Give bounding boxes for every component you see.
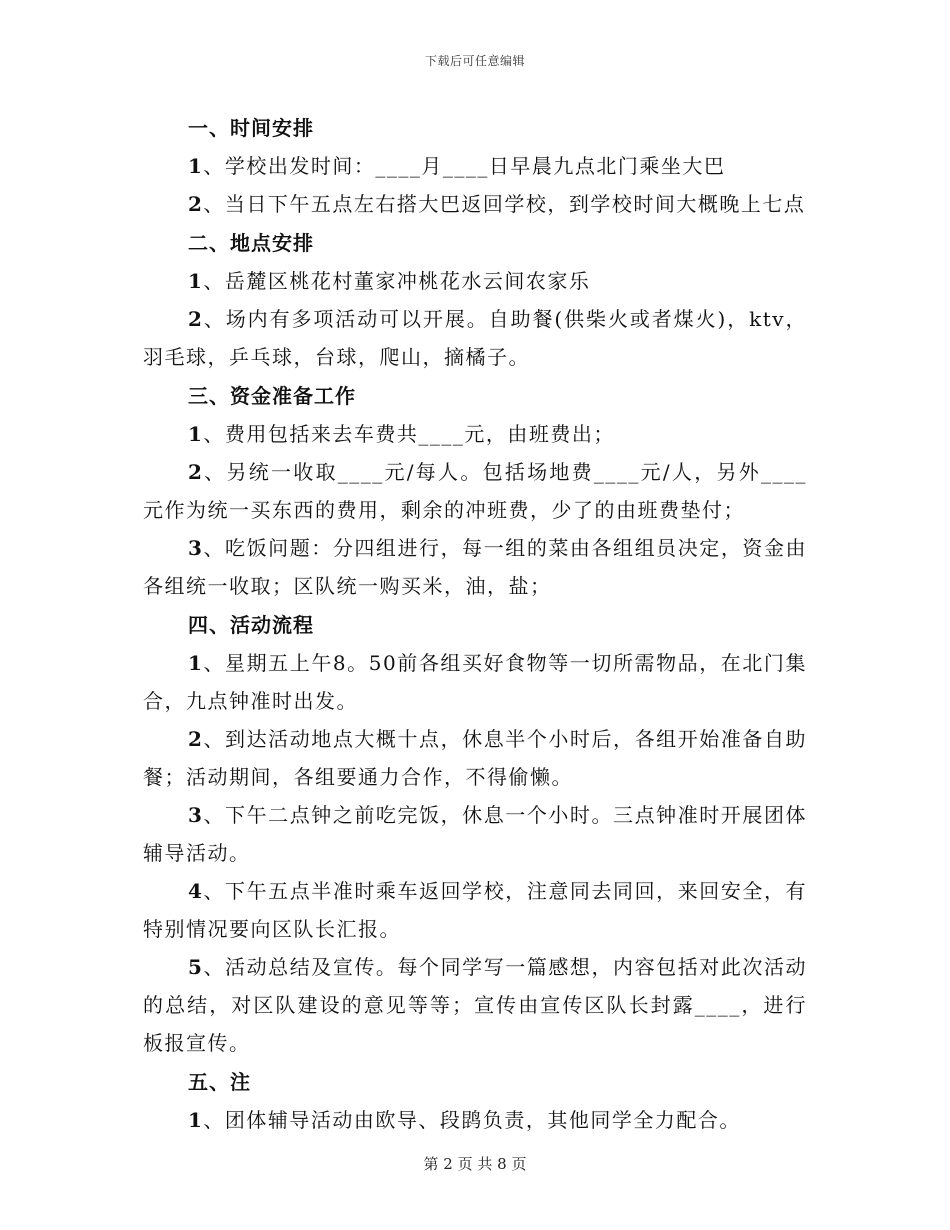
list-item: 4、下午五点半准时乘车返回学校，注意同去同回，来回安全，有特别情况要向区队长汇报。 (143, 879, 807, 941)
list-item: 1、学校出发时间：____月____日早晨九点北门乘坐大巴 (188, 154, 726, 178)
list-item: 3、吃饭问题：分四组进行，每一组的菜由各组组员决定，资金由各组统一收取；区队统一购买米，油，盐； (143, 536, 807, 598)
section-title-notes: 五、注 (188, 1070, 251, 1094)
list-item: 2、另统一收取____元/每人。包括场地费____元/人，另外____元作为统一买东西的费用，剩余的冲班费，少了的由班费垫付； (143, 460, 807, 522)
section-title-time: 一、时间安排 (188, 116, 314, 140)
page-header-note: 下载后可任意编辑 (424, 54, 525, 68)
list-item: 2、场内有多项活动可以开展。自助餐(供柴火或者煤火)，ktv，羽毛球，乒乓球，台球，爬山，摘橘子。 (143, 307, 807, 369)
document-body (143, 108, 807, 1139)
list-item: 2、当日下午五点左右搭大巴返回学校，到学校时间大概晚上七点 (188, 192, 806, 216)
list-item: 1、岳麓区桃花村董家冲桃花水云间农家乐 (188, 269, 591, 293)
section-title-funding: 三、资金准备工作 (188, 384, 356, 408)
list-item: 1、星期五上午8。50前各组买好食物等一切所需物品，在北门集合，九点钟准时出发。 (143, 651, 807, 713)
section-title-location: 二、地点安排 (188, 231, 314, 255)
list-item: 3、下午二点钟之前吃完饭，休息一个小时。三点钟准时开展团体辅导活动。 (143, 803, 807, 865)
list-item: 1、团体辅导活动由欧导、段鹍负责，其他同学全力配合。 (188, 1108, 741, 1132)
list-item: 2、到达活动地点大概十点，休息半个小时后，各组开始准备自助餐；活动期间，各组要通力合作，不得偷懒。 (143, 727, 807, 789)
list-item: 1、费用包括来去车费共____元，由班费出； (188, 422, 615, 446)
list-item: 5、活动总结及宣传。每个同学写一篇感想，内容包括对此次活动的总结，对区队建设的意见等等；宣传由宣传区队长封露____，进行板报宣传。 (143, 955, 807, 1055)
page-number: 第 2 页 共 8 页 (423, 1155, 527, 1173)
section-title-process: 四、活动流程 (188, 613, 314, 637)
